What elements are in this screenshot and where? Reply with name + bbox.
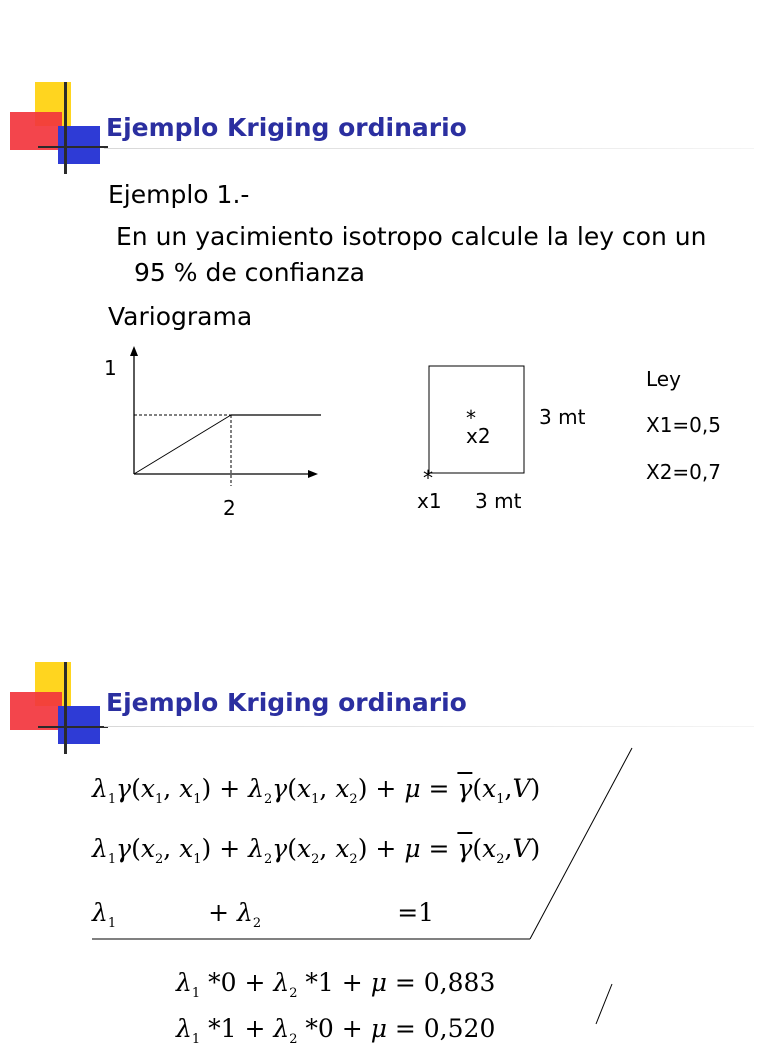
variogram-sill-label: 1 [104,356,117,380]
numeric-equation-a: $\lambda_1$ $*0 + \lambda_2$ *1 + μ = 0,883 [176,968,496,1001]
variogram-label: Variograma [108,302,253,331]
grade-x1: X1=0,5 [646,413,721,437]
kriging-equation-3: $\lambda_1 + \lambda_2 =1$ [92,898,435,931]
x1-label: x1 [417,489,442,513]
slide-title: Ejemplo Kriging ordinario [106,113,467,142]
kriging-system-brackets [0,640,768,1024]
x2-label: x2 [466,424,491,448]
grade-header: Ley [646,367,681,391]
numeric-equation-b: $\lambda_1$ $*1 + \lambda_2$ *0 + μ = 0,520 [176,1014,496,1047]
block-side-label: 3 mt [539,405,586,429]
x1-marker-icon: * [423,466,433,490]
slide-2 [0,640,768,1047]
slide-title: Ejemplo Kriging ordinario [106,688,467,717]
x2-marker-icon: * [466,406,476,430]
statement-line-2: 95 % de confianza [134,258,365,287]
kriging-equation-1: $\lambda_1\gamma(x_1$, $x_1) + \lambda_2\gamma(x_1$, $x_2) + \mu = \overline{\gamma}(x_1,V)$ [92,774,541,807]
variogram-range-label: 2 [223,496,236,520]
statement-line-1: En un yacimiento isotropo calcule la ley con un [116,222,707,251]
example-label: Ejemplo 1.- [108,180,250,209]
grade-x2: X2=0,7 [646,460,721,484]
block-bottom-label: 3 mt [475,489,522,513]
kriging-equation-2: $\lambda_1\gamma(x_2$, $x_1) + \lambda_2\gamma(x_2$, $x_2) + \mu = \overline{\gamma}(x_2,V)$ [92,834,541,867]
